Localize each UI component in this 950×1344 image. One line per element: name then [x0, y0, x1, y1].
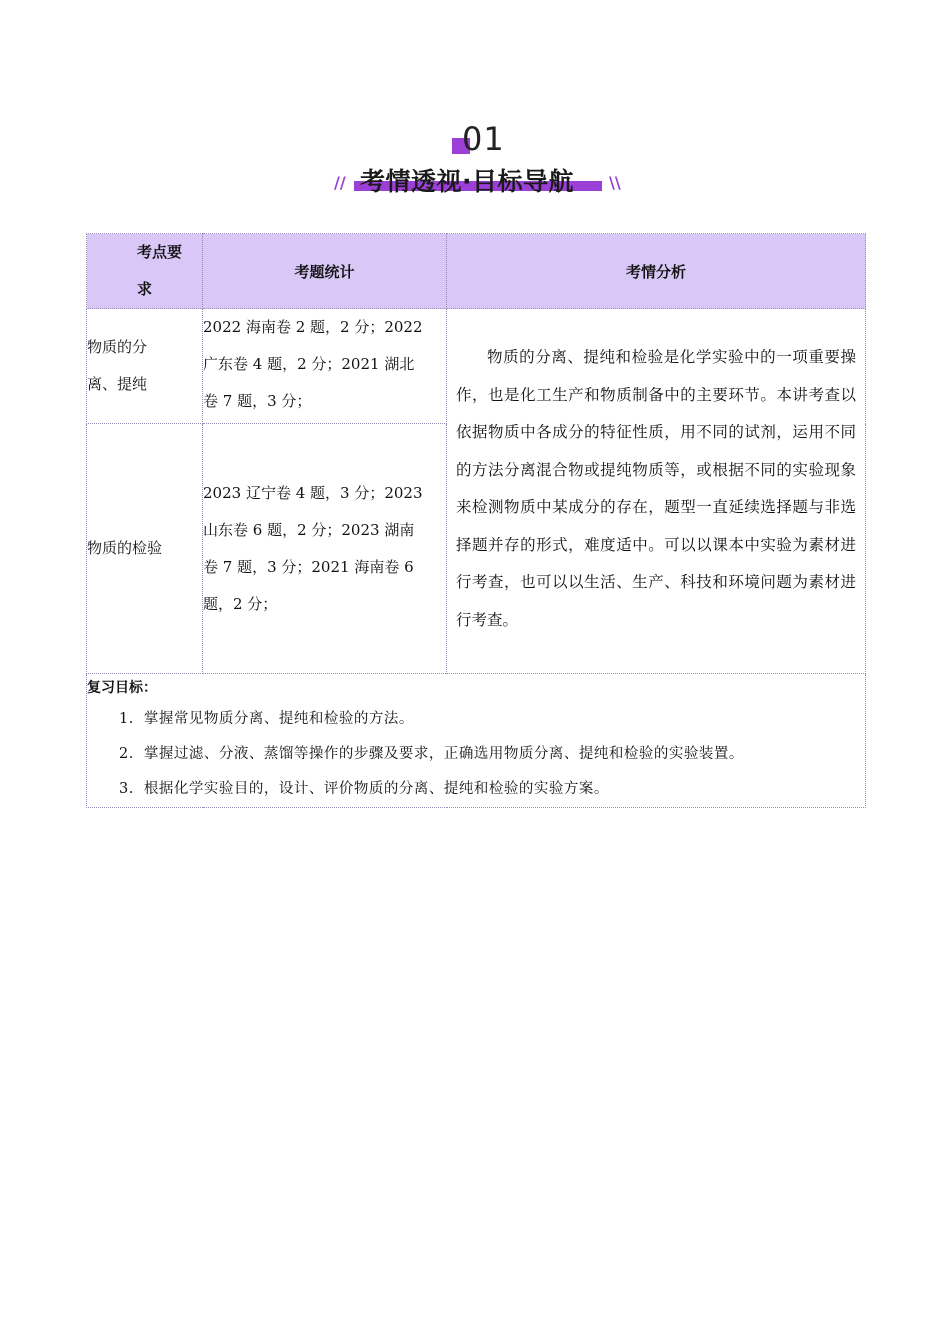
- analysis-cell: [447, 309, 866, 674]
- stats-cell: 2022 海南卷 2 题，2 分；2022 广东卷 4 题，2 分；2021 湖北 卷 7 题，3 分；: [203, 309, 447, 424]
- goal-item: 1. 掌握常见物质分离、提纯和检验的方法。: [119, 711, 414, 727]
- header-analysis: 考情分析: [447, 234, 866, 309]
- table-header-row: [87, 234, 866, 309]
- goals-title: 复习目标：: [87, 680, 157, 696]
- decor-slash-left: //: [334, 173, 346, 192]
- goal-item: 3. 根据化学实验目的，设计、评价物质的分离、提纯和检验的实验方案。: [119, 781, 609, 797]
- topic-cell: 物质的分 离、提纯: [87, 309, 203, 424]
- section-number: 01: [462, 120, 505, 158]
- topic-cell: 物质的检验: [87, 424, 203, 674]
- header-topic: 考点要 求: [87, 234, 203, 309]
- stats-cell: 2023 辽宁卷 4 题，3 分；2023 山东卷 6 题，2 分；2023 湖南 卷 7 题，3 分；2021 海南卷 6 题，2 分；: [203, 424, 447, 674]
- decor-slash-right: \\: [609, 173, 621, 192]
- section-title: 考情透视·目标导航: [360, 167, 574, 196]
- analysis-text: 物质的分离、提纯和检验是化学实验中的一项重要操作，也是化工生产和物质制备中的主要环节。本讲考查以依据物质中各成分的特征性质，用不同的试剂，运用不同的方法分离混合物或提纯物质等，或根据不同的实验现象来检测物质中某成分的存在，题型一直延续选择题与非选择题并存的形式，难度适中。可以以课本中实验为素材进行考查，也可以以生活、生产、科技和环境问题为素材进行考查。: [456, 348, 856, 629]
- exam-analysis-table: [86, 233, 866, 808]
- table-row: [87, 309, 866, 424]
- header-stats: 考题统计: [203, 234, 447, 309]
- section-heading: [0, 118, 950, 208]
- goals-row: [87, 674, 866, 808]
- goals-cell: [87, 674, 866, 808]
- goal-item: 2. 掌握过滤、分液、蒸馏等操作的步骤及要求，正确选用物质分离、提纯和检验的实验装置。: [119, 746, 744, 762]
